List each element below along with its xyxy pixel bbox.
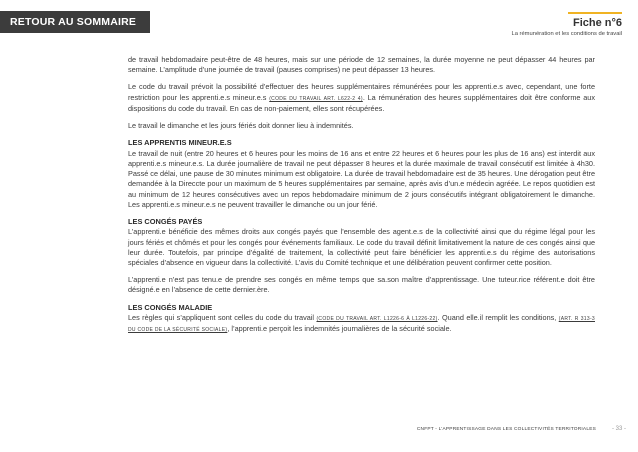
back-to-summary-button[interactable]: RETOUR AU SOMMAIRE (0, 11, 150, 33)
paragraph-weekly-hours: de travail hebdomadaire peut-être de 48 heures, mais sur une période de 12 semaines, la durée moyenne ne peut dépasser 44 heures par semaine. L’amplitude d’une journée de travail (pauses comprises) ne peut dépasser 13 heures. (128, 55, 595, 75)
overtime-text-a: Le code du travail prévoit la possibilité d’effectuer des heures supplémentaires rémunérées pour les apprenti.e.s avec, cependant, une forte restriction pour les apprenti.e.s mineur.e.s (128, 82, 595, 102)
sick-leave-text-c: , l’apprenti.e perçoit les indemnités journalières de la sécurité sociale. (227, 324, 452, 334)
paragraph-sunday: Le travail le dimanche et les jours fériés doit donner lieu à indemnités. (128, 121, 354, 131)
paragraph-sick-leave (128, 313, 595, 335)
fiche-subtitle: La rémunération et les conditions de travail (511, 31, 622, 37)
heading-paid-leave: LES CONGÉS PAYÉS (128, 216, 203, 226)
labor-code-ref-link[interactable]: (CODE DU TRAVAIL ART. L622-2 4) (269, 95, 363, 102)
fiche-title: Fiche n°6 (572, 17, 622, 29)
fiche-header (511, 12, 622, 38)
paragraph-overtime (128, 82, 595, 114)
sick-leave-text-a: Les règles qui s’appliquent sont celles du code du travail (128, 313, 315, 323)
labor-code-ref-link-2[interactable]: (CODE DU TRAVAIL ART. L1226-6 À L1226-22) (316, 316, 438, 323)
social-security-code-ref-link[interactable]: (ART. R 313-3 DU CODE DE LA SÉCURITÉ SOCIALE) (128, 316, 595, 334)
paragraph-minor-apprentices: Le travail de nuit (entre 20 heures et 6 heures pour les moins de 16 ans et entre 22 heures et 6 heures pour les plus de 16 ans) est interdit aux apprenti.e.s mineur.e.s. La durée journalière de travail ne peut dépasser 8 heures et la durée maximale de travail consécutif est limitée à 4h30. Passé ce délai, une pause de 30 minutes minimum est obligatoire. La durée de travail hebdomadaire est de 35 heures. Une dérogation peut être demandée à la Direccte pour un maximum de 5 heures supplémentaires par semaine, après avis d’un.e médecin agréée. Le repos quotidien est au minimum de 12 heures consécutives avec un repos hebdomadaire minimum de 2 jours consécutifs intégrant obligatoirement le dimanche. Les apprenti.e.s mineur.e.s ne peuvent travailler le dimanche ou un jour férié. (128, 148, 595, 209)
document-body (128, 55, 595, 343)
accent-rule (568, 12, 622, 14)
page-number: - 33 - (611, 426, 626, 432)
paragraph-leave-timing: L’apprenti.e n’est pas tenu.e de prendre ses congés en même temps que sa.son maître d’apprentissage. Une tuteur.rice référent.e doit être désigné.e en l’absence de cette dernier.ère. (128, 275, 595, 295)
overtime-text-b: . La rémunération des heures supplémentaires doit être conforme aux dispositions du code du travail. En cas de non-paiement, elles sont récupérées. (128, 92, 596, 113)
heading-sick-leave: LES CONGÉS MALADIE (128, 302, 213, 312)
footer-text: CNFPT - L’APPRENTISSAGE DANS LES COLLECTIVITÉS TERRITORIALES (416, 427, 596, 432)
heading-minor-apprentices: LES APPRENTIS MINEUR.E.S (128, 138, 232, 148)
paragraph-paid-leave: L’apprenti.e bénéficie des mêmes droits aux congés payés que l’ensemble des agent.e.s de la collectivité ainsi que du régime légal pour les jours fériés et chômés et pour les congés pour événements familiaux. Le code du travail définit limitativement la nature de ces congés ainsi que leur durée. Toutefois, par principe d’égalité de traitement, la collectivité peut faire bénéficier les apprenti.e.s du régime des autorisations spéciales d’absence en vigueur dans la collectivité. L’avis du Comité technique et une délibération peuvent confirmer cette position. (128, 227, 595, 268)
sick-leave-text-b: . Quand elle.il remplit les conditions, (437, 313, 557, 323)
